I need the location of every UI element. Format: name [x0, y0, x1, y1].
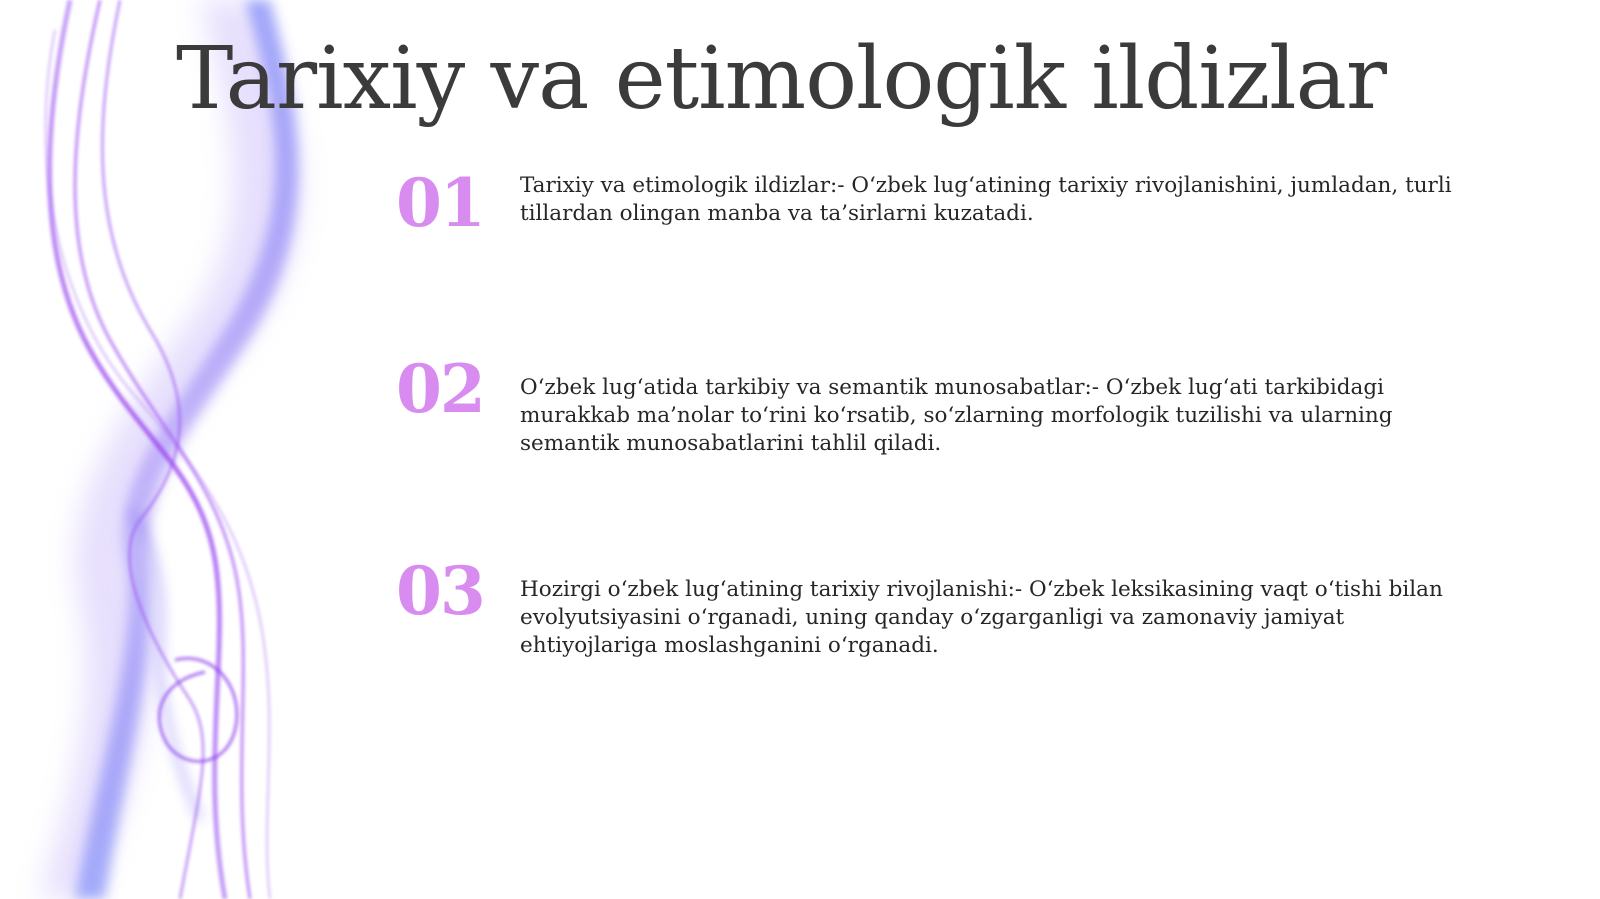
item-description: Tarixiy va etimologik ildizlar:- O‘zbek lug‘atining tarixiy rivojlanishini, jumladan, turli tillardan olingan manba va ta’sirlarni kuzatadi.: [520, 173, 1452, 226]
purple-smoke-decoration: [0, 0, 380, 899]
item-number: 02: [396, 350, 484, 428]
item-number: 03: [396, 552, 484, 630]
list-item-03: [396, 552, 1506, 660]
list-item-01: [396, 164, 1506, 242]
slide-title: Tarixiy va etimologik ildizlar: [176, 29, 1387, 129]
item-number: 01: [396, 164, 484, 242]
item-description: O‘zbek lug‘atida tarkibiy va semantik munosabatlar:- O‘zbek lug‘ati tarkibidagi murakkab ma’nolar to‘rini ko‘rsatib, so‘zlarning morfologik tuzilishi va ularning semantik munosabatlarini tahlil qiladi.: [520, 375, 1393, 456]
item-description: Hozirgi o‘zbek lug‘atining tarixiy rivojlanishi:- O‘zbek leksikasining vaqt o‘tishi bilan evolyutsiyasini o‘rganadi, uning qanday o‘zgarganligi va zamonaviy jamiyat ehtiyojlariga moslashganini o‘rganadi.: [520, 577, 1443, 658]
list-item-02: [396, 350, 1506, 458]
